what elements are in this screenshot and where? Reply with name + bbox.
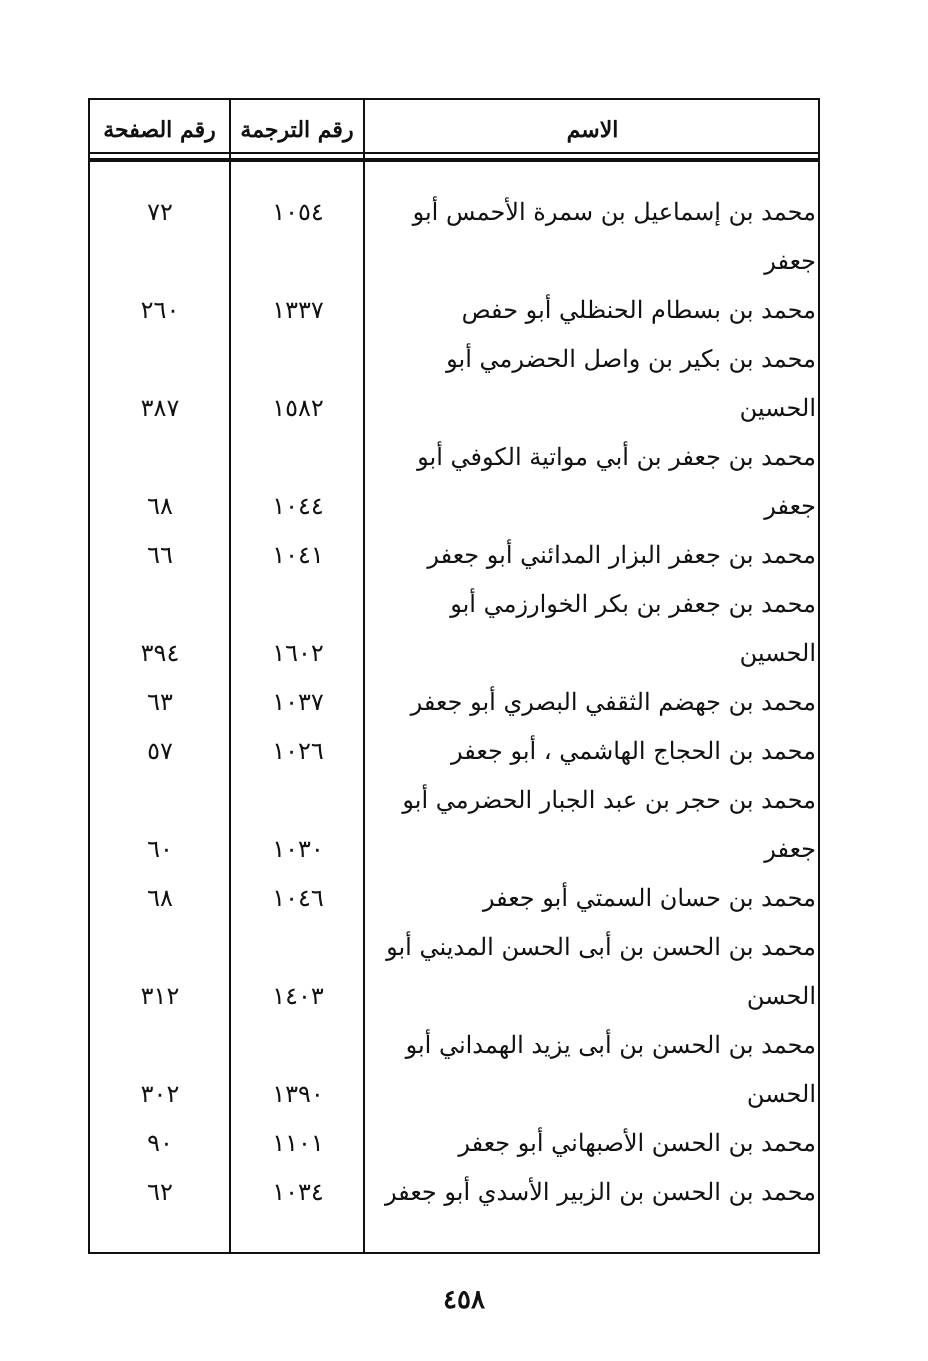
page-number: ٤٥٨ <box>443 1285 485 1315</box>
row-1-page: ٧٢ <box>147 198 173 226</box>
row-7-name: جعفر <box>764 492 816 520</box>
row-18-tarjama <box>232 1021 364 1069</box>
row-2-name: جعفر <box>764 247 816 275</box>
row-3-tarjama: ١٣٣٧ <box>272 296 324 324</box>
row-6-name: محمد بن جعفر بن أبي مواتية الكوفي أبو <box>417 443 816 471</box>
row-16-page <box>90 923 230 971</box>
row-3-name: محمد بن بسطام الحنظلي أبو حفص <box>461 296 816 324</box>
row-4-tarjama <box>232 335 364 383</box>
row-21-tarjama: ١٠٣٤ <box>272 1178 324 1206</box>
row-1-tarjama: ١٠٥٤ <box>272 198 324 226</box>
row-10-page: ٣٩٤ <box>140 639 180 667</box>
row-10-tarjama: ١٦٠٢ <box>272 639 324 667</box>
row-21-page: ٦٢ <box>147 1178 173 1206</box>
row-19-name: الحسن <box>746 1080 816 1108</box>
row-9-name: محمد بن جعفر بن بكر الخوارزمي أبو <box>450 590 816 618</box>
row-13-page <box>90 776 230 824</box>
row-5-name: الحسين <box>739 394 816 422</box>
row-7-page: ٦٨ <box>147 492 173 520</box>
row-13-tarjama <box>232 776 364 824</box>
row-19-page: ٣٠٢ <box>140 1080 180 1108</box>
row-9-tarjama <box>232 580 364 628</box>
row-6-tarjama <box>232 433 364 481</box>
row-15-name: محمد بن حسان السمتي أبو جعفر <box>482 884 816 912</box>
row-14-page: ٦٠ <box>147 835 173 863</box>
row-18-page <box>90 1021 230 1069</box>
row-17-tarjama: ١٤٠٣ <box>272 982 324 1010</box>
row-11-tarjama: ١٠٣٧ <box>272 688 324 716</box>
row-14-tarjama: ١٠٣٠ <box>272 835 324 863</box>
row-4-name: محمد بن بكير بن واصل الحضرمي أبو <box>446 345 816 373</box>
row-3-page: ٢٦٠ <box>140 296 180 324</box>
row-11-name: محمد بن جهضم الثقفي البصري أبو جعفر <box>410 688 816 716</box>
row-5-tarjama: ١٥٨٢ <box>272 394 324 422</box>
row-14-name: جعفر <box>764 835 816 863</box>
header-name: الاسم <box>566 117 619 143</box>
header-tarjama-number: رقم الترجمة <box>240 117 354 143</box>
row-2-tarjama <box>232 237 364 285</box>
row-17-page: ٣١٢ <box>140 982 180 1010</box>
row-8-tarjama: ١٠٤١ <box>272 541 324 569</box>
row-2-page <box>90 237 230 285</box>
row-13-name: محمد بن حجر بن عبد الجبار الحضرمي أبو <box>402 786 816 814</box>
row-6-page <box>90 433 230 481</box>
row-10-name: الحسين <box>739 639 816 667</box>
row-1-name: محمد بن إسماعيل بن سمرة الأحمس أبو <box>412 198 816 226</box>
row-12-tarjama: ١٠٢٦ <box>272 737 324 765</box>
row-15-page: ٦٨ <box>147 884 173 912</box>
row-7-tarjama: ١٠٤٤ <box>272 492 324 520</box>
row-16-name: محمد بن الحسن بن أبى الحسن المديني أبو <box>386 933 816 961</box>
row-21-name: محمد بن الحسن بن الزبير الأسدي أبو جعفر <box>384 1178 816 1206</box>
header-page-number: رقم الصفحة <box>103 117 216 143</box>
row-9-page <box>90 580 230 628</box>
header-rule-top <box>88 152 820 154</box>
row-5-page: ٣٨٧ <box>140 394 180 422</box>
row-20-page: ٩٠ <box>147 1129 173 1157</box>
row-16-tarjama <box>232 923 364 971</box>
row-8-page: ٦٦ <box>147 541 173 569</box>
row-11-page: ٦٣ <box>147 688 173 716</box>
row-18-name: محمد بن الحسن بن أبى يزيد الهمداني أبو <box>405 1031 816 1059</box>
header-rule-bottom <box>88 158 820 162</box>
row-4-page <box>90 335 230 383</box>
row-20-name: محمد بن الحسن الأصبهاني أبو جعفر <box>458 1129 816 1157</box>
row-12-page: ٥٧ <box>147 737 173 765</box>
row-15-tarjama: ١٠٤٦ <box>272 884 324 912</box>
row-20-tarjama: ١١٠١ <box>272 1129 324 1157</box>
row-19-tarjama: ١٣٩٠ <box>272 1080 324 1108</box>
row-17-name: الحسن <box>746 982 816 1010</box>
row-8-name: محمد بن جعفر البزار المدائني أبو جعفر <box>427 541 816 569</box>
row-12-name: محمد بن الحجاج الهاشمي ، أبو جعفر <box>451 737 816 765</box>
